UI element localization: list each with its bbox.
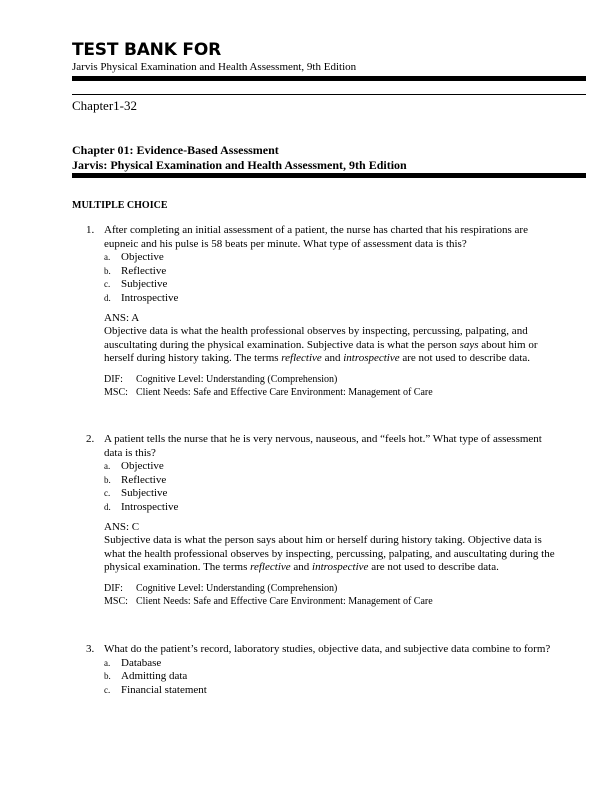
option-letter: a. <box>104 252 111 263</box>
chapter-range: Chapter1-32 <box>72 98 137 113</box>
rationale <box>104 325 558 366</box>
rationale-text: Objective data is what the health professional observes by inspecting, percussing, palpating, and auscultating during the physical examination. Subjective data is what the person <box>104 325 528 351</box>
option-letter: b. <box>104 671 111 682</box>
header-rule-thick <box>72 76 586 81</box>
option-letter: a. <box>104 461 111 472</box>
option-letter: d. <box>104 501 111 512</box>
rationale-italic: introspective <box>312 561 369 574</box>
test-bank-title: TEST BANK FOR <box>72 40 221 60</box>
option-letter: a. <box>104 657 111 668</box>
question-stem: What do the patient’s record, laboratory studies, objective data, and subjective data combine to form? <box>104 643 551 655</box>
question-2 <box>72 433 558 608</box>
rationale-text: and <box>290 561 313 574</box>
option-letter: b. <box>104 265 111 276</box>
option <box>104 670 558 684</box>
question-stem: After completing an initial assessment of a patient, the nurse has charted that his respirations are eupneic and his pulse is 58 beats per minute. What type of assessment data is this? <box>104 224 528 250</box>
dif-value: Cognitive Level: Understanding (Comprehension) <box>136 582 338 594</box>
rationale-italic: reflective <box>250 561 291 574</box>
section-label: MULTIPLE CHOICE <box>72 200 168 211</box>
option-letter: c. <box>104 488 111 499</box>
option <box>104 278 558 292</box>
rationale-italic: says <box>459 338 479 351</box>
question-number: 1. <box>86 224 95 236</box>
option <box>104 487 558 501</box>
option-text: Subjective <box>121 278 168 291</box>
question-3 <box>72 643 558 697</box>
option <box>104 460 558 474</box>
chapter-heading <box>72 143 407 173</box>
option-text: Introspective <box>121 291 179 304</box>
question-1 <box>72 224 558 399</box>
rationale-text: and <box>321 352 344 365</box>
option-text: Objective <box>121 251 164 264</box>
msc-value: Client Needs: Safe and Effective Care Environment: Management of Care <box>136 386 433 398</box>
option-letter: c. <box>104 279 111 290</box>
rationale <box>104 534 558 575</box>
option <box>104 265 558 279</box>
difficulty-line <box>104 373 558 386</box>
answer-options <box>104 657 558 698</box>
answer-key: ANS: A <box>104 311 140 324</box>
option-letter: c. <box>104 684 111 695</box>
dif-tag: DIF: <box>104 582 123 594</box>
option <box>104 292 558 306</box>
rationale-italic: introspective <box>343 352 400 365</box>
rationale-text: about him or herself during history taking. The terms <box>104 338 538 365</box>
rationale-italic: reflective <box>281 352 322 365</box>
rationale-text: are not used to describe data. <box>368 561 499 574</box>
option-text: Reflective <box>121 264 167 277</box>
chapter-rule <box>72 173 586 178</box>
option <box>104 657 558 671</box>
option-letter: d. <box>104 292 111 303</box>
question-number: 2. <box>86 433 95 445</box>
option-text: Database <box>121 656 162 669</box>
dif-tag: DIF: <box>104 373 123 385</box>
answer-key: ANS: C <box>104 520 140 533</box>
option-text: Financial statement <box>121 683 207 696</box>
option <box>104 684 558 698</box>
option-letter: b. <box>104 474 111 485</box>
msc-tag: MSC: <box>104 595 128 607</box>
rationale-text: are not used to describe data. <box>399 352 531 365</box>
question-meta <box>104 582 558 608</box>
msc-value: Client Needs: Safe and Effective Care Environment: Management of Care <box>136 595 433 607</box>
answer-options <box>104 460 558 514</box>
option <box>104 251 558 265</box>
option <box>104 501 558 515</box>
msc-tag: MSC: <box>104 386 128 398</box>
question-meta <box>104 373 558 399</box>
option-text: Reflective <box>121 473 167 486</box>
chapter-title: Chapter 01: Evidence-Based Assessment <box>72 143 279 157</box>
option-text: Introspective <box>121 500 179 513</box>
test-bank-subtitle: Jarvis Physical Examination and Health Assessment, 9th Edition <box>72 61 357 73</box>
msc-line <box>104 595 558 608</box>
option-text: Objective <box>121 460 164 473</box>
book-title: Jarvis: Physical Examination and Health Assessment, 9th Edition <box>72 158 407 172</box>
option-text: Subjective <box>121 487 168 500</box>
difficulty-line <box>104 582 558 595</box>
question-number: 3. <box>86 643 95 655</box>
option <box>104 474 558 488</box>
rationale-text: Subjective data is what the person says about him or herself during history taking. Objective data is what the health professional observes by inspecting, percussing, palpating, and auscultating during the physical examination. The terms <box>104 534 555 574</box>
answer-options <box>104 251 558 305</box>
dif-value: Cognitive Level: Understanding (Comprehension) <box>136 373 338 385</box>
msc-line <box>104 386 558 399</box>
question-stem: A patient tells the nurse that he is very nervous, nauseous, and “feels hot.” What type of assessment data is this? <box>104 433 542 459</box>
option-text: Admitting data <box>121 670 188 683</box>
header-rule-thin <box>72 94 586 95</box>
